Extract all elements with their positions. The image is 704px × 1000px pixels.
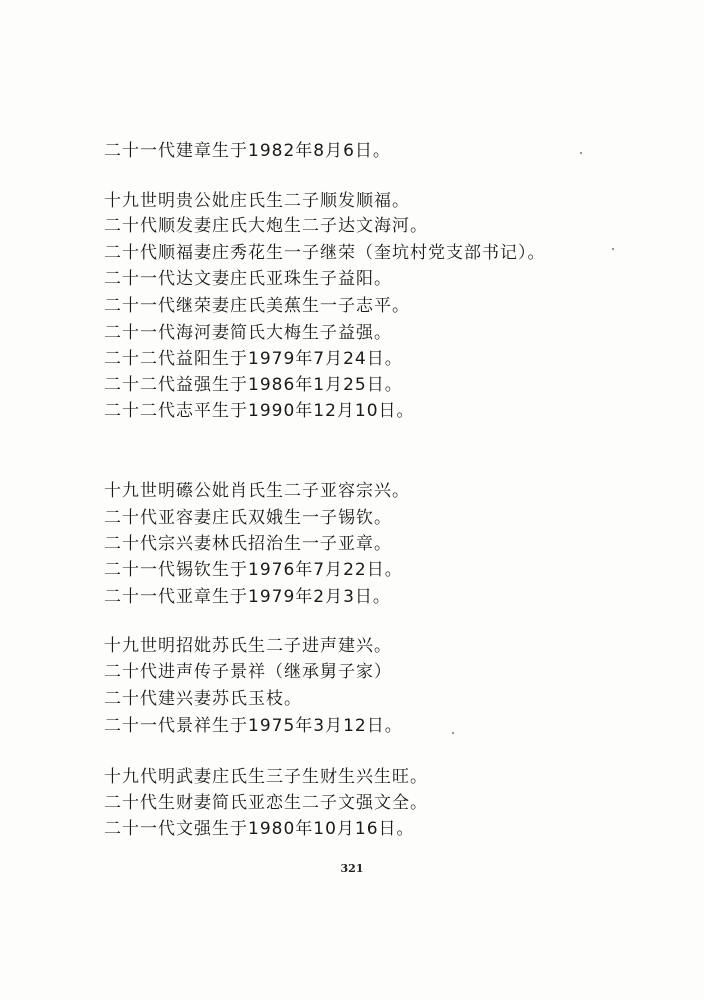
scan-speck	[452, 732, 454, 734]
genealogy-line-16: 十九世明招妣苏氏生二子进声建兴。	[104, 636, 392, 656]
genealogy-line-18: 二十代建兴妻苏氏玉枝。	[104, 689, 302, 709]
genealogy-line-17: 二十代进声传子景祥（继承舅子家）	[104, 662, 392, 682]
genealogy-line-07: 二十一代海河妻简氏大梅生子益强。	[104, 323, 392, 343]
genealogy-line-20: 十九代明武妻庄氏生三子生财生兴生旺。	[104, 767, 428, 787]
genealogy-line-12: 二十代亚容妻庄氏双娥生一子锡钦。	[104, 508, 392, 528]
genealogy-line-08: 二十二代益阳生于1979年7月24日。	[104, 349, 403, 369]
genealogy-line-06: 二十一代继荣妻庄氏美蕉生一子志平。	[104, 296, 410, 316]
genealogy-line-05: 二十一代达文妻庄氏亚珠生子益阳。	[104, 269, 392, 289]
genealogy-line-01: 二十一代建章生于1982年8月6日。	[104, 141, 391, 161]
genealogy-line-03: 二十代顺发妻庄氏大炮生二子达文海河。	[104, 216, 428, 236]
genealogy-line-15: 二十一代亚章生于1979年2月3日。	[104, 587, 391, 607]
page-number: 321	[340, 862, 364, 875]
genealogy-line-09: 二十二代益强生于1986年1月25日。	[104, 375, 403, 395]
genealogy-line-19: 二十一代景祥生于1975年3月12日。	[104, 716, 403, 736]
genealogy-line-14: 二十一代锡钦生于1976年7月22日。	[104, 560, 403, 580]
genealogy-line-21: 二十代生财妻简氏亚恋生二子文强文全。	[104, 793, 428, 813]
scan-speck	[612, 248, 614, 250]
genealogy-line-02: 十九世明贵公妣庄氏生二子顺发顺福。	[104, 191, 410, 211]
genealogy-line-13: 二十代宗兴妻林氏招治生一子亚章。	[104, 534, 392, 554]
scan-speck	[580, 152, 582, 154]
genealogy-line-04: 二十代顺福妻庄秀花生一子继荣（奎坑村党支部书记）。	[104, 243, 546, 263]
genealogy-line-10: 二十二代志平生于1990年12月10日。	[104, 401, 415, 421]
genealogy-line-11: 十九世明礤公妣肖氏生二子亚容宗兴。	[104, 481, 410, 501]
genealogy-line-22: 二十一代文强生于1980年10月16日。	[104, 819, 415, 839]
